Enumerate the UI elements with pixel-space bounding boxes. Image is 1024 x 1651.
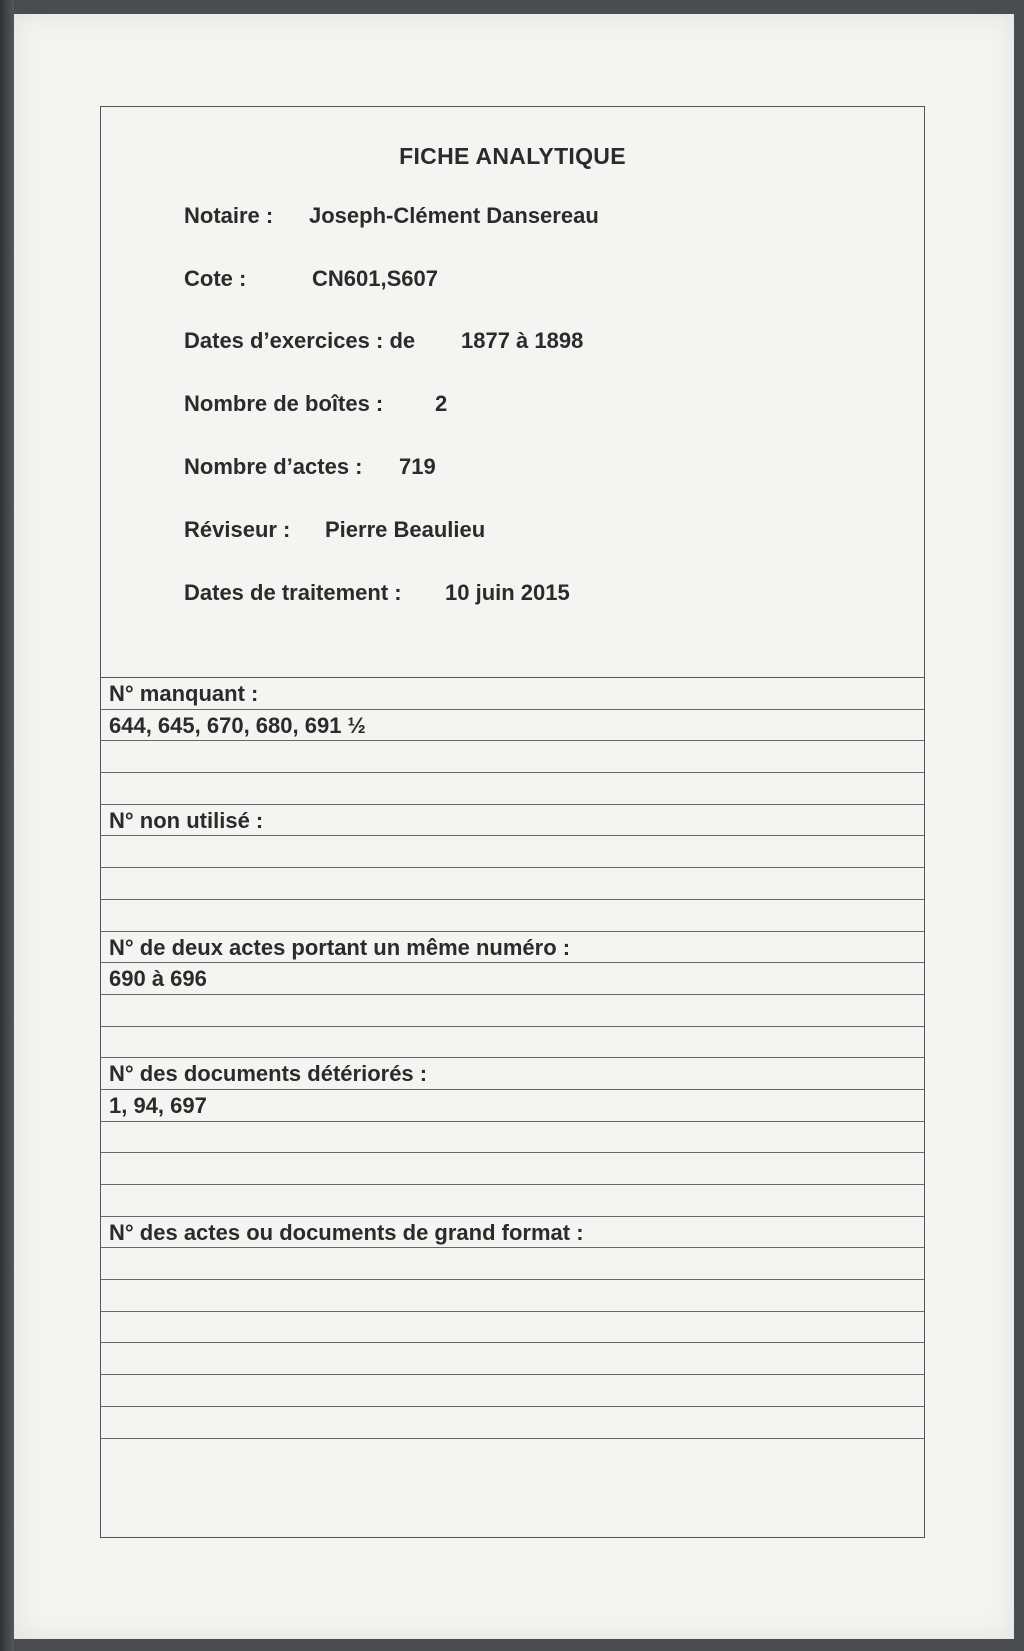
dates-exercices-label: Dates d’exercices : de [184, 328, 416, 353]
nombre-boites-label: Nombre de boîtes : [184, 391, 384, 416]
blank-row [101, 773, 924, 805]
blank-row [101, 995, 924, 1027]
blank-row [101, 1439, 924, 1471]
document-sheet [14, 14, 1014, 1639]
blank-row [101, 741, 924, 773]
nombre-actes-label: Nombre d’actes : [184, 454, 363, 479]
blank-row [101, 1343, 924, 1375]
blank-row [101, 1280, 924, 1312]
nombre-actes-field [184, 454, 436, 480]
blank-row [101, 1185, 924, 1217]
deux-actes-value-row [101, 963, 924, 995]
blank-row [101, 1027, 924, 1059]
notaire-label: Notaire : [184, 203, 274, 228]
blank-row [101, 836, 924, 868]
blank-row [101, 1153, 924, 1185]
reviseur-field [184, 517, 486, 543]
manquant-label: N° manquant : [109, 681, 259, 706]
blank-row [101, 1122, 924, 1154]
dates-exercices-field [184, 328, 584, 354]
dates-traitement-value: 10 juin 2015 [445, 580, 570, 605]
deux-actes-label: N° de deux actes portant un même numéro : [109, 934, 571, 960]
deux-actes-value: 690 à 696 [109, 966, 207, 992]
manquant-value: 644, 645, 670, 680, 691 ½ [109, 712, 366, 738]
grand-format-label: N° des actes ou documents de grand format : [109, 1219, 584, 1245]
blank-row [101, 1248, 924, 1280]
nombre-boites-field [184, 391, 448, 417]
blank-row [101, 900, 924, 932]
dates-traitement-label: Dates de traitement : [184, 580, 402, 605]
deteriores-label-row [101, 1058, 924, 1090]
manquant-value-row [101, 710, 924, 742]
grand-format-label-row [101, 1217, 924, 1249]
notaire-value: Joseph-Clément Dansereau [309, 203, 599, 228]
cote-label: Cote : [184, 266, 247, 291]
deteriores-value-row [101, 1090, 924, 1122]
nombre-boites-value: 2 [435, 391, 448, 416]
dates-exercices-value: 1877 à 1898 [461, 328, 584, 353]
deux-actes-label-row [101, 932, 924, 964]
blank-row [101, 1375, 924, 1407]
blank-row [101, 1312, 924, 1344]
non-utilise-label-row [101, 805, 924, 837]
form-title: FICHE ANALYTIQUE [399, 143, 626, 169]
analytic-form [100, 106, 925, 1538]
form-sections [101, 677, 924, 1537]
deteriores-label: N° des documents détériorés : [109, 1061, 428, 1087]
dates-traitement-field [184, 580, 570, 606]
cote-value: CN601,S607 [312, 266, 438, 291]
cote-field [184, 266, 438, 292]
reviseur-value: Pierre Beaulieu [325, 517, 486, 542]
deteriores-value: 1, 94, 697 [109, 1092, 207, 1118]
non-utilise-label: N° non utilisé : [109, 807, 264, 833]
blank-row [101, 868, 924, 900]
nombre-actes-value: 719 [399, 454, 436, 479]
reviseur-label: Réviseur : [184, 517, 291, 542]
notaire-field [184, 203, 599, 229]
binder-edge [0, 0, 14, 1651]
manquant-label-row [101, 678, 924, 710]
blank-row [101, 1407, 924, 1439]
